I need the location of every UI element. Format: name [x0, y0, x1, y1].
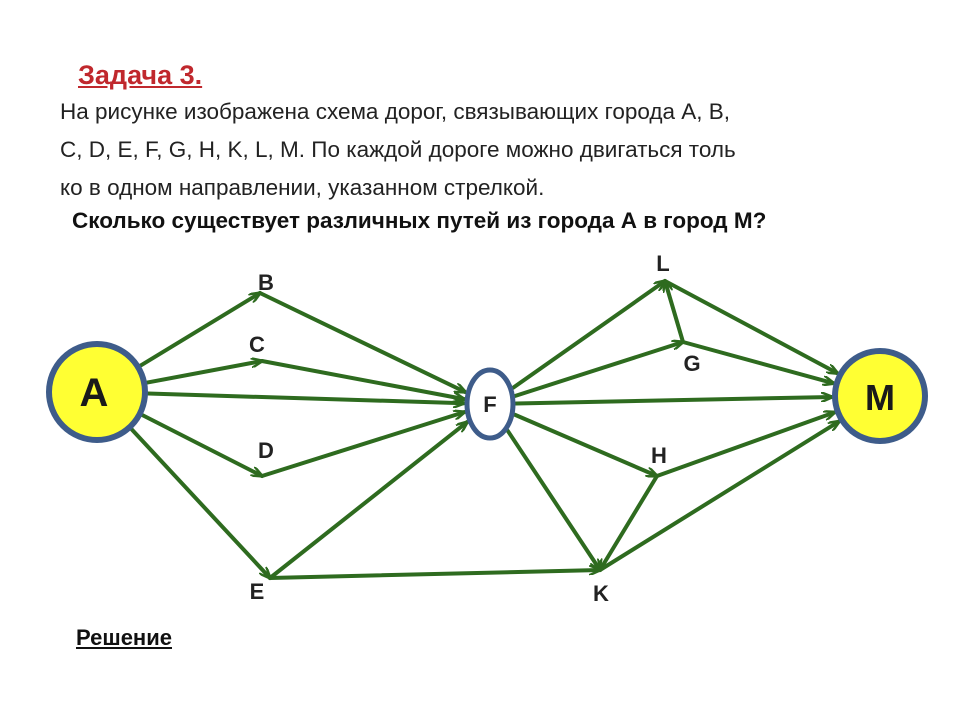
- road-arrow-c-f: [262, 361, 464, 399]
- node-label-l: L: [656, 251, 670, 276]
- road-arrow-h-m: [657, 412, 835, 476]
- road-arrow-f-k: [508, 431, 600, 570]
- road-arrow-g-m: [683, 342, 834, 383]
- node-label-c: C: [249, 332, 265, 357]
- road-arrow-f-m: [516, 397, 832, 403]
- road-arrow-h-k: [600, 476, 657, 570]
- problem-line: На рисунке изображена схема дорог, связывающих города А, В,: [60, 99, 731, 124]
- road-arrow-e-f: [270, 422, 467, 578]
- problem-line: С, D, E, F, G, H, K, L, M. По каждой дороге можно двигаться толь: [60, 137, 736, 162]
- road-arrow-a-f: [148, 394, 464, 404]
- node-label-g: G: [683, 351, 701, 376]
- question-text: Сколько существует различных путей из города А в город М?: [72, 208, 767, 233]
- node-label-d: D: [258, 438, 274, 463]
- road-arrow-d-f: [262, 412, 465, 476]
- node-label-b: B: [258, 270, 274, 295]
- road-arrow-k-m: [600, 421, 839, 570]
- city-node-f: [467, 370, 513, 438]
- city-node-a: [49, 344, 145, 440]
- node-label-m: M: [865, 377, 895, 418]
- node-label-f: F: [483, 392, 497, 417]
- node-label-k: K: [593, 581, 609, 606]
- road-arrow-a-c: [147, 361, 262, 383]
- road-arrow-a-e: [132, 429, 270, 578]
- node-label-a: А: [79, 371, 109, 415]
- city-node-m: [835, 351, 925, 441]
- node-label-e: E: [249, 579, 265, 604]
- road-arrow-b-f: [260, 293, 465, 392]
- problem-line: ко в одном направлении, указанном стрелкой.: [60, 175, 545, 200]
- road-arrow-a-d: [142, 415, 262, 476]
- solution-link[interactable]: Решение: [76, 625, 172, 650]
- task-title: Задача 3.: [78, 60, 203, 90]
- node-label-h: H: [651, 443, 667, 468]
- road-arrow-e-k: [270, 570, 600, 578]
- road-arrow-a-b: [141, 293, 260, 366]
- road-arrow-f-h: [515, 415, 657, 476]
